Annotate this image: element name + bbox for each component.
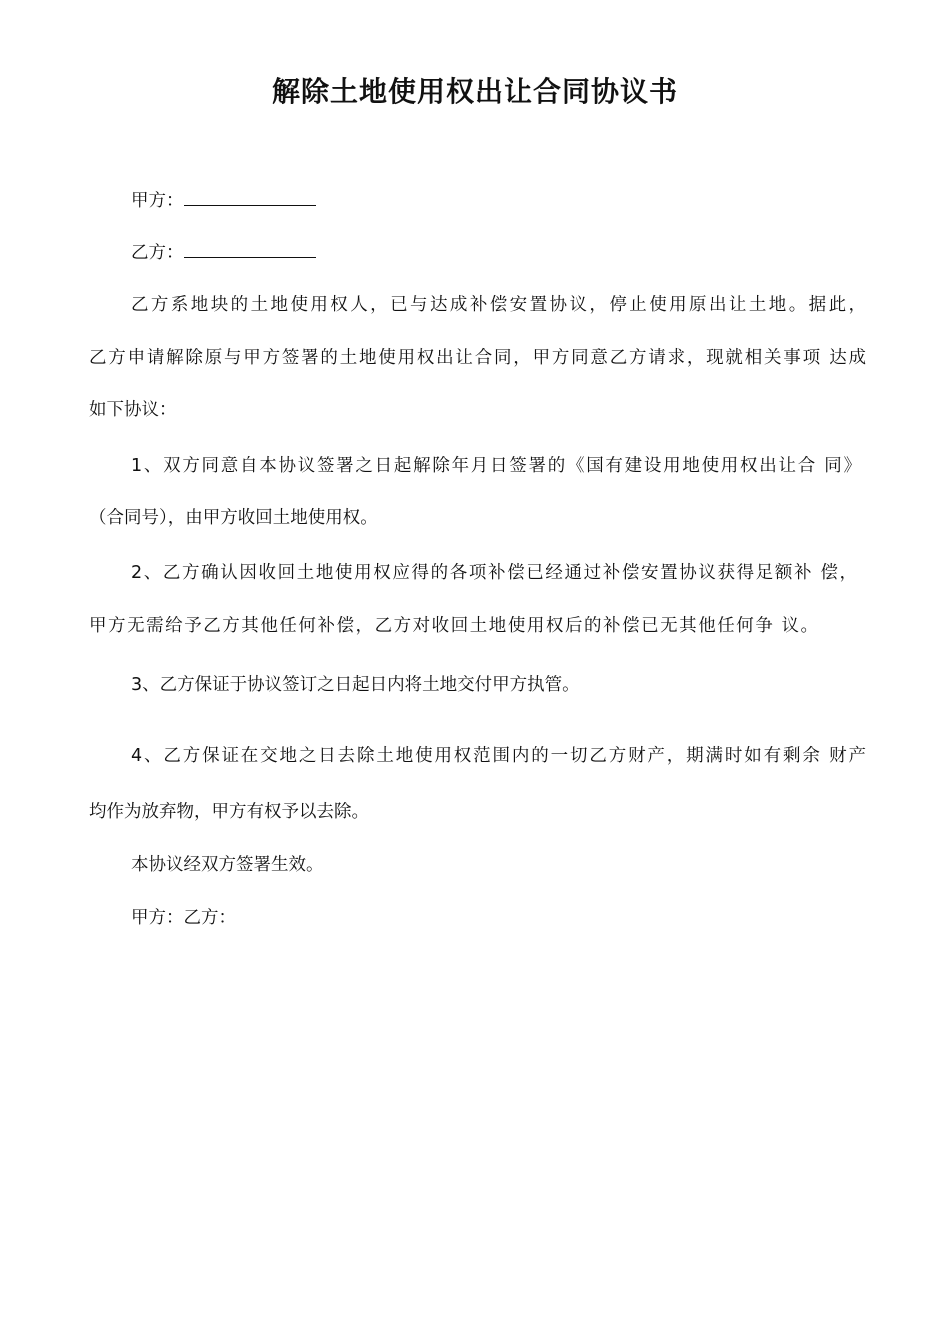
party-b-blank xyxy=(184,238,316,258)
signature-line: 甲方：乙方： xyxy=(131,908,236,928)
party-a-label: 甲方： xyxy=(131,191,184,211)
clause-2-line-1: 2、乙方确认因收回土地使用权应得的各项补偿已经通过补偿安置协议获得足额补 偿， xyxy=(131,563,857,583)
clause-1-line-1: 1、双方同意自本协议签署之日起解除年月日签署的《国有建设用地使用权出让合 同》 xyxy=(131,456,861,476)
party-b-row xyxy=(131,238,316,267)
intro-line-1: 乙方系地块的土地使用权人，已与达成补偿安置协议，停止使用原出让土地。据此， xyxy=(131,295,866,315)
clause-4-line-2: 均作为放弃物，甲方有权予以去除。 xyxy=(89,802,369,822)
party-b-label: 乙方： xyxy=(131,243,184,263)
intro-line-2: 乙方申请解除原与甲方签署的土地使用权出让合同，甲方同意乙方请求，现就相关事项 达成 xyxy=(89,348,866,368)
clause-4-line-1: 4、乙方保证在交地之日去除土地使用权范围内的一切乙方财产，期满时如有剩余 财产 xyxy=(131,746,866,766)
clause-3-line-1: 3、乙方保证于协议签订之日起日内将土地交付甲方执管。 xyxy=(131,675,580,695)
intro-line-3: 如下协议： xyxy=(89,400,177,420)
clause-1-line-2: （合同号），由甲方收回土地使用权。 xyxy=(89,508,378,528)
party-a-blank xyxy=(184,186,316,206)
clause-2-line-2: 甲方无需给予乙方其他任何补偿，乙方对收回土地使用权后的补偿已无其他任何争 议。 xyxy=(89,616,818,636)
document-title: 解除土地使用权出让合同协议书 xyxy=(271,75,678,108)
party-a-row xyxy=(131,186,316,215)
effective-statement: 本协议经双方签署生效。 xyxy=(131,855,324,875)
